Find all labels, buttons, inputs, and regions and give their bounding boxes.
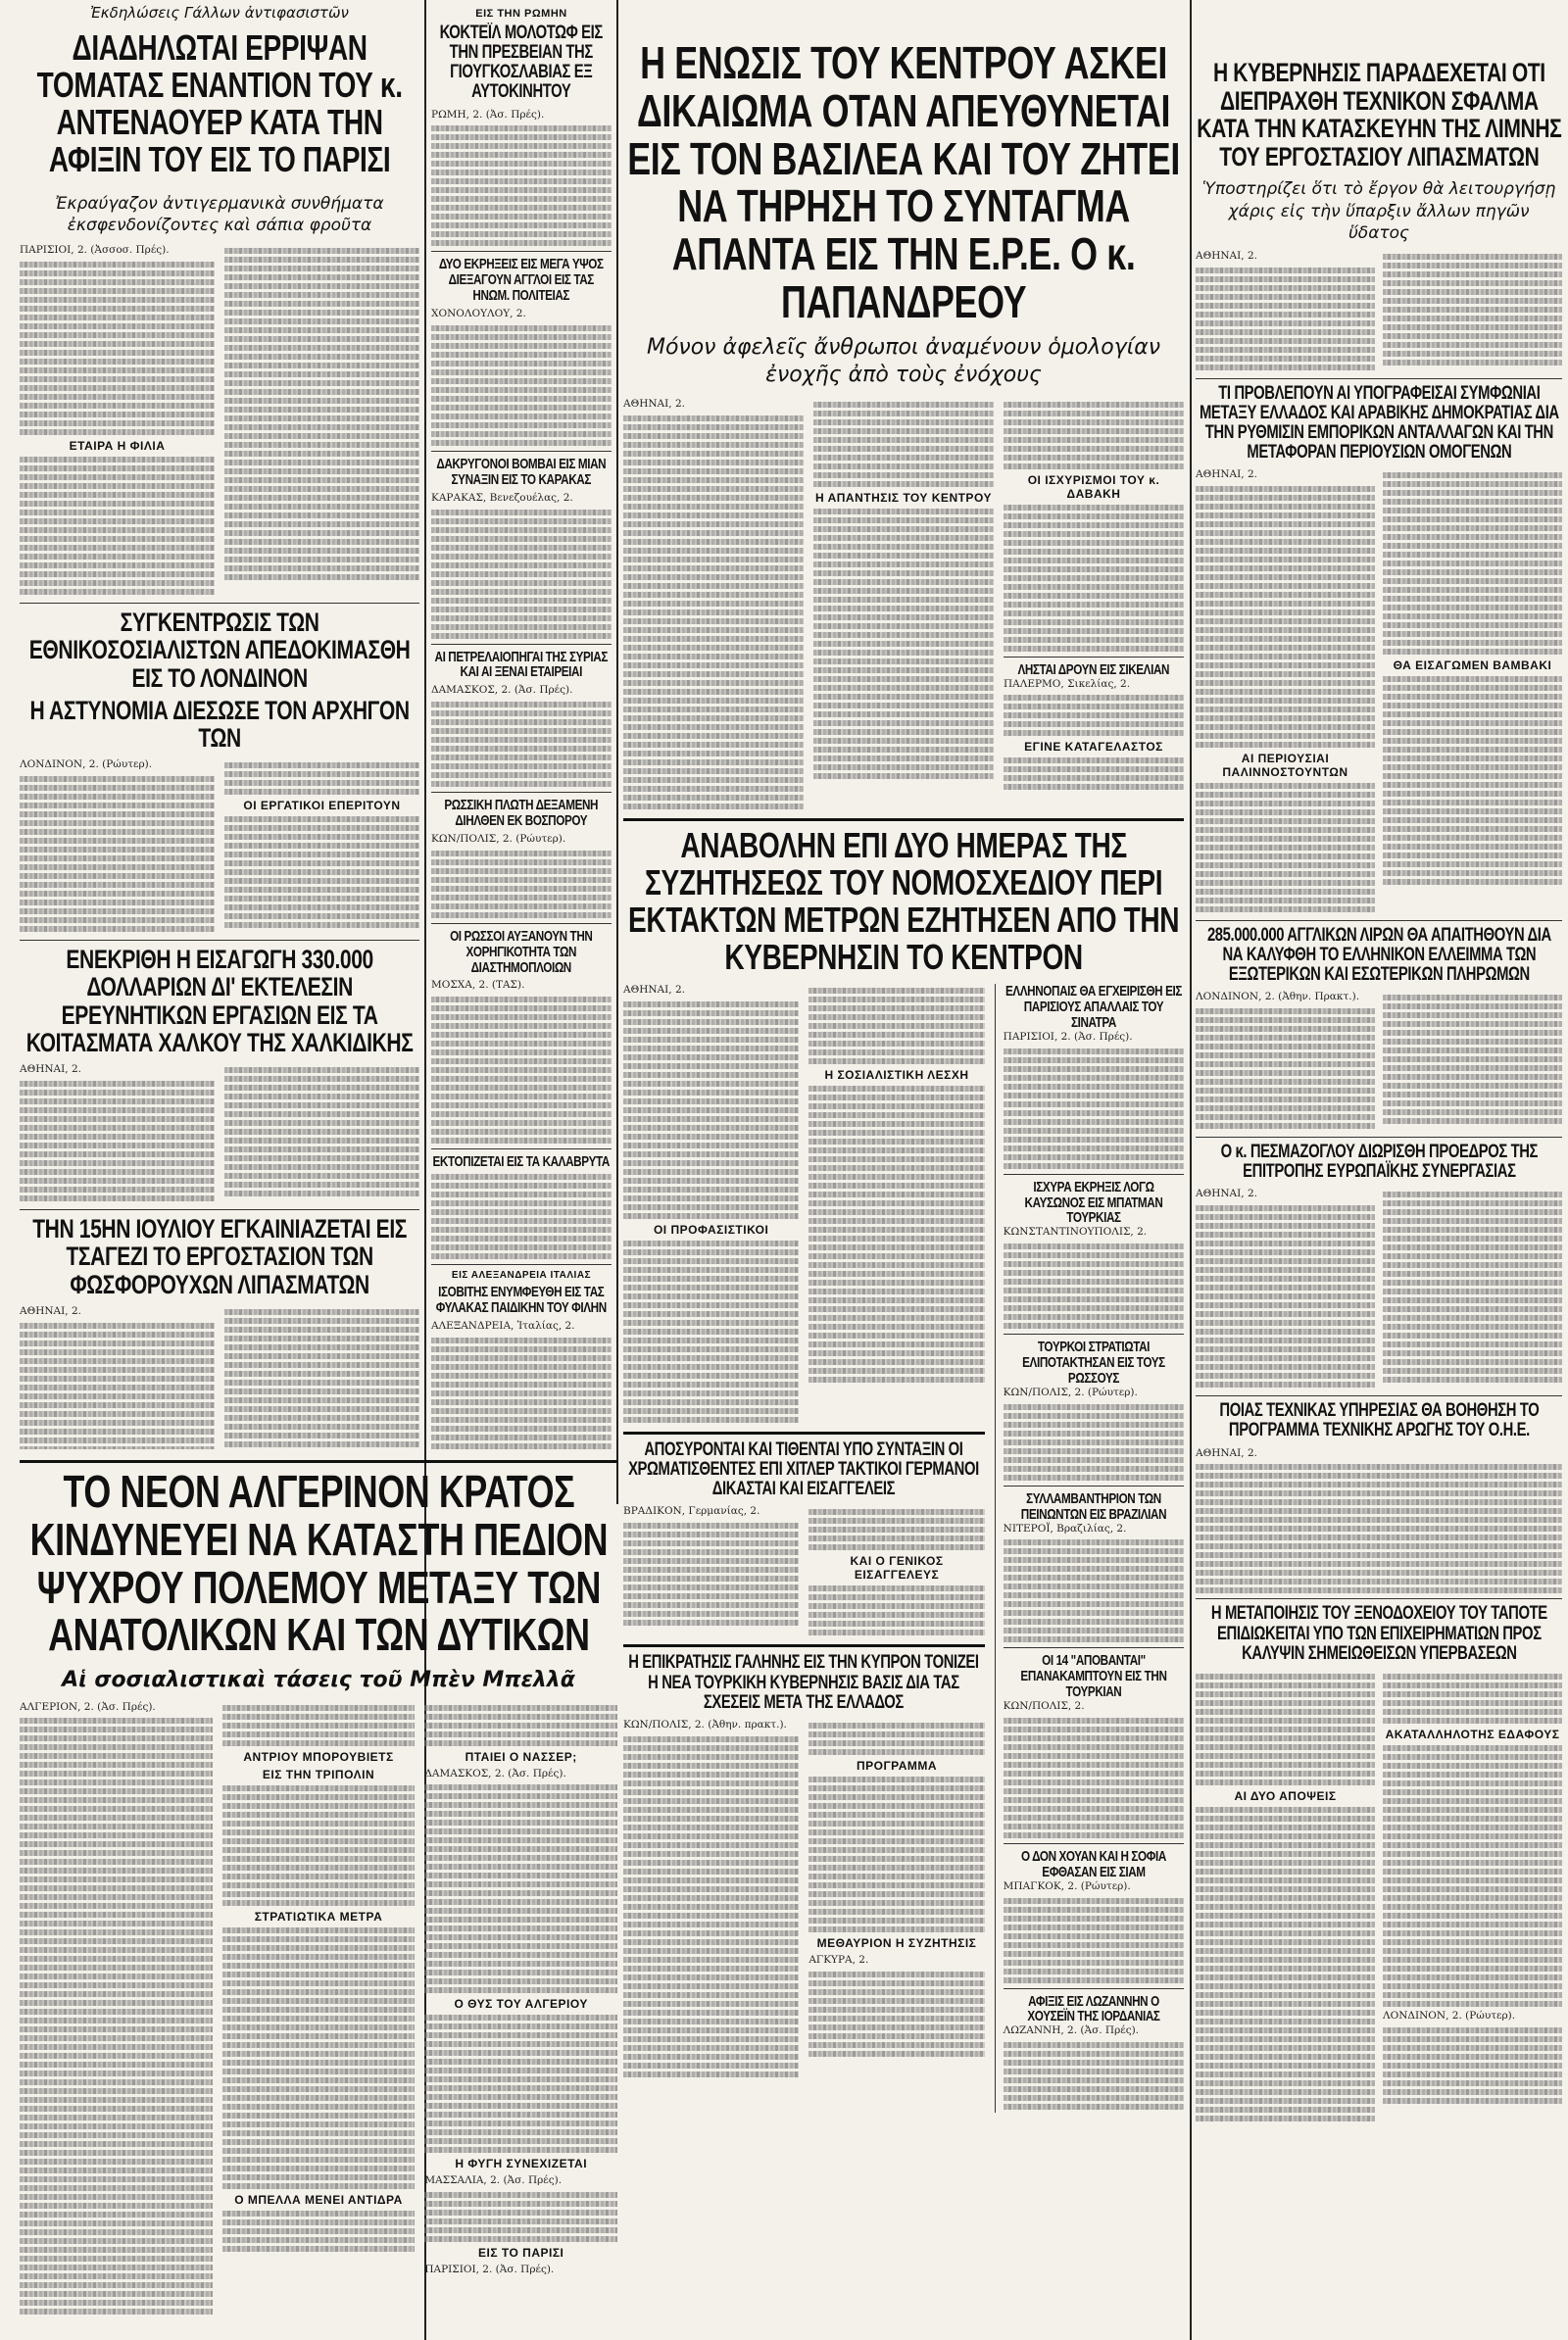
headline: ΠΟΙΑΣ ΤΕΧΝΙΚΑΣ ΥΠΗΡΕΣΙΑΣ ΘΑ ΒΟΗΘΗΣΗ ΤΟ ΠΡΟΓΡΑΜΜΑ ΤΕΧΝΙΚΗΣ ΑΡΩΓΗΣ ΤΟΥ Ο.Η.Ε. — [1219, 1400, 1539, 1441]
headline: ΑΙ ΠΕΤΡΕΛΑΙΟΠΗΓΑΙ ΤΗΣ ΣΥΡΙΑΣ ΚΑΙ ΑΙ ΞΕΝΑΙ ΕΤΑΙΡΕΙΑΙ — [434, 648, 609, 681]
dateline: ΑΘΗΝΑΙ, 2. — [623, 397, 685, 410]
article-text — [1196, 1205, 1375, 1388]
subheading: ΑΙ ΠΕΡΙΟΥΣΙΑΙ ΠΑΛΙΝΝΟΣΤΟΥΝΤΩΝ — [1222, 751, 1348, 779]
column-rule — [616, 0, 618, 1504]
article-text — [808, 1509, 984, 1550]
subheading: ΠΤΑΙΕΙ Ο ΝΑΣΣΕΡ; — [465, 1749, 577, 1764]
headline: ΤΗΝ 15ΗΝ ΙΟΥΛΙΟΥ ΕΓΚΑΙΝΙΑΖΕΤΑΙ ΕΙΣ ΤΣΑΓΕΖΙ ΤΟ ΕΡΓΟΣΤΑΣΙΟΝ ΤΩΝ ΦΩΣΦΟΡΟΥΧΩΝ ΛΙΠΑΣΜΑΤΩΝ — [32, 1213, 407, 1300]
subheading: ΑΚΑΤΑΛΛΗΛΟΤΗΣ ΕΔΑΦΟΥΣ — [1385, 1727, 1560, 1741]
article-text — [20, 1081, 215, 1201]
article-text — [623, 1736, 799, 2077]
dateline: ΠΑΡΙΣΙΟΙ, 2. (Ἀσσοσ. Πρές). — [20, 243, 170, 256]
article-text — [1383, 676, 1562, 885]
headline: ΣΥΛΛΑΜΒΑΝΤΗΡΙΟΝ ΤΩΝ ΠΕΙΝΩΝΤΩΝ ΕΙΣ ΒΡΑΖΙΛΙΑΝ — [1020, 1489, 1167, 1523]
deck: Ἐκραύγαζον ἀντιγερμανικὰ συνθήματα ἐκσφενδονίζοντες καὶ σάπια φροῦτα — [55, 193, 384, 235]
subheading: ΕΙΣ ΤΟ ΠΑΡΙΣΙ — [478, 2246, 564, 2261]
dateline: ΝΙΤΕΡΟΪ, Βραζιλίας, 2. — [1003, 1522, 1127, 1535]
dateline: ΔΑΜΑΣΚΟΣ, 2. (Ἀσ. Πρές). — [424, 1767, 566, 1779]
article-text — [431, 1174, 612, 1259]
headline: ΕΛΛΗΝΟΠΑΙΣ ΘΑ ΕΓΧΕΙΡΙΣΘΗ ΕΙΣ ΠΑΡΙΣΙΟΥΣ ΑΠΑΛΛΑΙΣ ΤΟΥ ΣΙΝΑΤΡΑ — [1004, 983, 1182, 1031]
article-text — [1383, 1192, 1562, 1383]
article-text — [1196, 783, 1375, 912]
dateline: ΚΩΝ/ΠΟΛΙΣ, 2. (Ἀθην. πρακτ.). — [623, 1718, 787, 1731]
col2 — [431, 4, 612, 1449]
subheading: ΕΓΙΝΕ ΚΑΤΑΓΕΛΑΣΤΟΣ — [1024, 740, 1163, 755]
headline: ΤΙ ΠΡΟΒΛΕΠΟΥΝ ΑΙ ΥΠΟΓΡΑΦΕΙΣΑΙ ΣΥΜΦΩΝΙΑΙ ΜΕΤΑΞΥ ΕΛΛΑΔΟΣ ΚΑΙ ΑΡΑΒΙΚΗΣ ΔΗΜΟΚΡΑΤΙΑΣ ΔΙΑ ΤΗΝ ΡΥΘΜΙΣΙΝ ΕΜΠΟΡΙΚΩΝ ΑΝΤΑΛΛΑΓΩΝ ΚΑΙ ΤΗΝ ΜΕΤΑΦΟΡΑΝ ΠΕΡΙΟΥΣΙΩΝ ΟΜΟΓΕΝΩΝ — [1199, 382, 1559, 463]
headline: ΤΟΥΡΚΟΙ ΣΤΡΑΤΙΩΤΑΙ ΕΛΙΠΟΤΑΚΤΗΣΑΝ ΕΙΣ ΤΟΥΣ ΡΩΣΣΟΥΣ — [1022, 1339, 1165, 1388]
headline: Η ΕΠΙΚΡΑΤΗΣΙΣ ΓΑΛΗΝΗΣ ΕΙΣ ΤΗΝ ΚΥΠΡΟΝ ΤΟΝΙΖΕΙ Η ΝΕΑ ΤΟΥΡΚΙΚΗ ΚΥΒΕΡΝΗΣΙΣ ΒΑΣΙΣ ΔΙΑ ΤΑΣ ΣΧΕΣΕΙΣ ΜΕΤΑ ΤΗΣ ΕΛΛΑΔΟΣ — [628, 1652, 980, 1713]
dateline: ΑΘΗΝΑΙ, 2. — [1196, 1446, 1257, 1459]
article-text — [808, 1972, 984, 2057]
article-text — [808, 1086, 984, 1383]
article-text — [1383, 254, 1562, 366]
dateline: ΚΩΝ/ΠΟΛΙΣ, 2. (Ρώυτερ). — [431, 832, 566, 845]
dateline: ΛΟΝΔΙΝΟΝ, 2. (Ἀθην. Πρακτ.). — [1196, 991, 1360, 1003]
article-text — [20, 262, 215, 435]
article-text — [424, 1784, 617, 1993]
article-text — [1383, 1745, 1562, 2007]
article-text — [1196, 1008, 1375, 1129]
kicker: ΕΙΣ ΤΗΝ ΡΩΜΗΝ — [475, 8, 567, 20]
article-text — [431, 997, 612, 1144]
article-text — [1196, 268, 1375, 370]
article-text — [808, 1777, 984, 1932]
subheading: ΣΤΡΑΤΙΩΤΙΚΑ ΜΕΤΡΑ — [254, 1909, 383, 1924]
article-text — [1004, 1243, 1184, 1329]
dateline: ΛΟΝΔΙΝΟΝ, 2. (Ρώυτερ). — [20, 757, 153, 770]
headline: ΙΣΟΒΙΤΗΣ ΕΝΥΜΦΕΥΘΗ ΕΙΣ ΤΑΣ ΦΥΛΑΚΑΣ ΠΑΙΔΙΚΗΝ ΤΟΥ ΦΙΛΗΝ — [435, 1284, 608, 1317]
article-text — [1004, 1404, 1184, 1481]
article-text — [20, 457, 215, 595]
article-text — [1004, 505, 1184, 652]
center — [623, 39, 1184, 2332]
headline: ΑΦΙΞΙΣ ΕΙΣ ΛΩΖΑΝΝΗΝ Ο ΧΟΥΣΕΪΝ ΤΗΣ ΙΟΡΔΑΝΙΑΣ — [1027, 1992, 1160, 2025]
headline: ΔΥΟ ΕΚΡΗΞΕΙΣ ΕΙΣ ΜΕΓΑ ΥΨΟΣ ΔΙΕΞΑΓΟΥΝ ΑΓΓΛΟΙ ΕΙΣ ΤΑΣ ΗΝΩΜ. ΠΟΛΙΤΕΙΑΣ — [439, 256, 604, 305]
article-text — [1004, 757, 1184, 790]
dateline: ΛΩΖΑΝΝΗ, 2. (Ἀσ. Πρές). — [1003, 2024, 1140, 2037]
article-text — [431, 702, 612, 787]
headline: Ο ΔΟΝ ΧΟΥΑΝ ΚΑΙ Η ΣΟΦΙΑ ΕΦΘΑΣΑΝ ΕΙΣ ΣΙΑΜ — [1020, 1847, 1166, 1880]
dateline: ΒΡΑΔΙΚΟΝ, Γερμανίας, 2. — [623, 1505, 760, 1518]
subheading: ΕΤΑΙΡΑ Η ΦΙΛΙΑ — [69, 438, 166, 453]
dateline: ΚΩΝ/ΠΟΛΙΣ, 2. — [1003, 1700, 1085, 1713]
dateline: ΑΓΚΥΡΑ, 2. — [808, 1953, 869, 1966]
subheading: Η ΑΠΑΝΤΗΣΙΣ ΤΟΥ ΚΕΝΤΡΟΥ — [815, 490, 992, 505]
dateline: ΚΩΝ/ΠΟΛΙΣ, 2. (Ρώυτερ). — [1003, 1386, 1138, 1398]
headline: ΡΩΣΣΙΚΗ ΠΛΩΤΗ ΔΕΞΑΜΕΝΗ ΔΙΗΛΘΕΝ ΕΚ ΒΟΣΠΟΡΟΥ — [444, 797, 599, 830]
dateline: ΧΟΝΟΛΟΥΛΟΥ, 2. — [431, 308, 526, 320]
article-text — [1004, 2042, 1184, 2110]
article-text — [222, 1927, 416, 2189]
headline: ΙΣΧΥΡΑ ΕΚΡΗΞΙΣ ΛΟΓΩ ΚΑΥΣΩΝΟΣ ΕΙΣ ΜΠΑΤΜΑΝ ΤΟΥΡΚΙΑΣ — [1024, 1178, 1163, 1227]
headline: ΑΠΟΣΥΡΟΝΤΑΙ ΚΑΙ ΤΙΘΕΝΤΑΙ ΥΠΟ ΣΥΝΤΑΞΙΝ ΟΙ ΧΡΩΜΑΤΙΣΘΕΝΤΕΣ ΕΠΙ ΧΙΤΛΕΡ ΤΑΚΤΙΚΟΙ ΓΕΡΜΑΝΟΙ ΔΙΚΑΣΤΑΙ ΚΑΙ ΕΙΣΑΓΓΕΛΕΙΣ — [628, 1439, 980, 1500]
headline: ΚΟΚΤΕΪΛ ΜΟΛΟΤΩΦ ΕΙΣ ΤΗΝ ΠΡΕΣΒΕΙΑΝ ΤΗΣ ΓΙΟΥΓΚΟΣΛΑΒΙΑΣ ΕΞ ΑΥΤΟΚΙΝΗΤΟΥ — [439, 23, 604, 103]
dateline: ΑΘΗΝΑΙ, 2. — [623, 984, 685, 997]
article-text — [1383, 995, 1562, 1124]
article-text — [813, 509, 994, 779]
article-text — [808, 1585, 984, 1635]
article-text — [1196, 486, 1375, 748]
article-text — [222, 2211, 416, 2252]
headline: Η ΑΣΤΥΝΟΜΙΑ ΔΙΕΣΩΣΕ ΤΟΝ ΑΡΧΗΓΟΝ ΤΩΝ — [29, 695, 410, 754]
col1 — [20, 4, 419, 1449]
article-text — [1004, 1718, 1184, 1838]
headline: ΕΝΕΚΡΙΘΗ Η ΕΙΣΑΓΩΓΗ 330.000 ΔΟΛΛΑΡΙΩΝ ΔΙ' ΕΚΤΕΛΕΣΙΝ ΕΡΕΥΝΗΤΙΚΩΝ ΕΡΓΑΣΙΩΝ ΕΙΣ ΤΑ ΚΟΙΤΑΣΜΑΤΑ ΧΑΛΚΟΥ ΤΗΣ ΧΑΛΚΙΔΙΚΗΣ — [25, 944, 414, 1058]
article-text — [431, 851, 612, 918]
kicker: Ἐκδηλώσεις Γάλλων ἀντιφασιστῶν — [90, 4, 349, 22]
article-text — [20, 776, 215, 932]
article-text — [1004, 1048, 1184, 1169]
dateline: ΑΛΕΞΑΝΔΡΕΙΑ, Ἰταλίας, 2. — [431, 1320, 575, 1333]
dateline: ΠΑΡΙΣΙΟΙ, 2. (Ἀσ. Πρές). — [424, 2264, 555, 2276]
headline: Ο κ. ΠΕΣΜΑΖΟΓΛΟΥ ΔΙΩΡΙΣΘΗ ΠΡΟΕΔΡΟΣ ΤΗΣ ΕΠΙΤΡΟΠΗΣ ΕΥΡΩΠΑΪΚΗΣ ΣΥΝΕΡΓΑΣΙΑΣ — [1220, 1142, 1538, 1183]
article-text — [431, 325, 612, 446]
article-text — [623, 415, 804, 809]
article-text — [224, 1067, 419, 1196]
article-text — [1004, 1898, 1184, 1983]
headline: Η ΜΕΤΑΠΟΙΗΣΙΣ ΤΟΥ ΞΕΝΟΔΟΧΕΙΟΥ ΤΟΥ ΤΑΠΟΤΕ ΕΠΙΔΙΩΚΕΙΤΑΙ ΥΠΟ ΤΩΝ ΕΠΙΧΕΙΡΗΜΑΤΙΩΝ ΠΡΟΣ ΚΑΛΥΨΙΝ ΣΗΜΕΙΩΘΕΙΣΩΝ ΥΠΕΡΒΑΣΕΩΝ — [1210, 1603, 1547, 1664]
dateline: ΠΑΡΙΣΙΟΙ, 2. (Ἀσ. Πρές). — [1003, 1030, 1133, 1043]
headline: Η ΕΝΩΣΙΣ ΤΟΥ ΚΕΝΤΡΟΥ ΑΣΚΕΙ ΔΙΚΑΙΩΜΑ ΟΤΑΝ ΑΠΕΥΘΥΝΕΤΑΙ ΕΙΣ ΤΟΝ ΒΑΣΙΛΕΑ ΚΑΙ ΤΟΥ ΖΗΤΕΙ ΝΑ ΤΗΡΗΣΗ ΤΟ ΣΥΝΤΑΓΜΑ ΑΠΑΝΤΑ ΕΙΣ ΤΗΝ Ε.Ρ.Ε. Ο κ. ΠΑΠΑΝΔΡΕΟΥ — [627, 39, 1180, 327]
article-text — [623, 1523, 799, 1626]
article-text — [224, 816, 419, 928]
article-text — [1383, 1674, 1562, 1724]
article-text — [1004, 402, 1184, 469]
article-text — [20, 1323, 215, 1449]
headline: ΟΙ ΡΩΣΣΟΙ ΑΥΞΑΝΟΥΝ ΤΗΝ ΧΟΡΗΓΙΚΟΤΗΤΑ ΤΩΝ ΔΙΑΣΤΗΜΟΠΛΟΙΩΝ — [450, 927, 593, 976]
article-text — [1004, 695, 1184, 736]
article-text — [20, 1718, 213, 2315]
article-text — [813, 402, 994, 487]
subheading: Ο ΘΥΣ ΤΟΥ ΑΛΓΕΡΙΟΥ — [454, 1997, 588, 2012]
subheading: ΟΙ ΙΣΧΥΡΙΣΜΟΙ ΤΟΥ κ. ΔΑΒΑΚΗ — [1027, 472, 1160, 501]
subheading: ΟΙ ΠΡΟΦΑΣΙΣΤΙΚΟΙ — [653, 1223, 769, 1238]
article-text — [222, 1705, 416, 1746]
subheading: ΕΙΣ ΤΗΝ ΤΡΙΠΟΛΙΝ — [262, 1767, 375, 1781]
article-text — [431, 510, 612, 639]
article-text — [808, 1723, 984, 1755]
subheading: ΚΑΙ Ο ΓΕΝΙΚΟΣ ΕΙΣΑΓΓΕΛΕΥΣ — [850, 1554, 944, 1583]
subheading: ΜΕΘΑΥΡΙΟΝ Η ΣΥΖΗΤΗΣΙΣ — [816, 1935, 977, 1950]
dateline: ΑΘΗΝΑΙ, 2. — [1196, 468, 1257, 481]
dateline: ΑΛΓΕΡΙΟΝ, 2. (Ἀσ. Πρές). — [20, 1700, 156, 1713]
article-text — [623, 1001, 799, 1219]
dateline: ΔΑΜΑΣΚΟΣ, 2. (Ἀσ. Πρές). — [431, 684, 573, 697]
headline: ΤΟ ΝΕΟΝ ΑΛΓΕΡΙΝΟΝ ΚΡΑΤΟΣ ΚΙΝΔΥΝΕΥΕΙ ΝΑ ΚΑΤΑΣΤΗ ΠΕΔΙΟΝ ΨΥΧΡΟΥ ΠΟΛΕΜΟΥ ΜΕΤΑΞΥ ΤΩΝ ΑΝΑΤΟΛΙΚΩΝ ΚΑΙ ΤΩΝ ΔΥΤΙΚΩΝ — [29, 1468, 608, 1661]
dateline: ΚΑΡΑΚΑΣ, Βενεζουέλας, 2. — [431, 491, 573, 504]
subheading: ΟΙ ΕΡΓΑΤΙΚΟΙ ΕΠΕΡΙΤΟΥΝ — [243, 798, 401, 812]
dateline: ΑΘΗΝΑΙ, 2. — [1196, 1188, 1257, 1200]
headline: ΟΙ 14 "ΑΠΟΒΑΝΤΑΙ" ΕΠΑΝΑΚΑΜΠΤΟΥΝ ΕΙΣ ΤΗΝ ΤΟΥΡΚΙΑΝ — [1020, 1652, 1167, 1701]
article-text — [1196, 1674, 1375, 1785]
subheading: Η ΣΟΣΙΑΛΙΣΤΙΚΗ ΛΕΣΧΗ — [824, 1068, 969, 1083]
article-text — [1383, 472, 1562, 655]
article-text — [224, 248, 419, 580]
article-text — [224, 1309, 419, 1449]
dateline: ΑΘΗΝΑΙ, 2. — [20, 1304, 81, 1317]
dateline: ΑΘΗΝΑΙ, 2. — [1196, 249, 1257, 262]
article-text — [431, 1338, 612, 1449]
article-text — [1383, 2027, 1562, 2104]
article-text — [623, 1241, 799, 1423]
headline: ΕΚΤΟΠΙΖΕΤΑΙ ΕΙΣ ΤΑ ΚΑΛΑΒΡΥΤΑ — [432, 1153, 611, 1171]
article-text — [1196, 1807, 1375, 2121]
dateline: ΜΑΣΣΑΛΙΑ, 2. (Ἀσ. Πρές). — [424, 2174, 563, 2187]
headline: ΛΗΣΤΑΙ ΔΡΟΥΝ ΕΙΣ ΣΙΚΕΛΙΑΝ — [1017, 660, 1170, 678]
article-text — [222, 1785, 416, 1906]
deck: Ὑποστηρίζει ὅτι τὸ ἔργον θὰ λειτουργήσῃ χάρις εἰς τὴν ὕπαρξιν ἄλλων πηγῶν ὕδατος — [1201, 179, 1556, 243]
dateline: ΠΑΛΕΡΜΟ, Σικελίας, 2. — [1004, 677, 1131, 690]
article-text — [1004, 1539, 1184, 1642]
article-text — [224, 762, 419, 795]
deck: Μόνον ἀφελεῖς ἄνθρωποι ἀναμένουν ὁμολογίαν ἐνοχῆς ἀπὸ τοὺς ἐνόχους — [646, 334, 1160, 388]
dateline: ΚΩΝΣΤΑΝΤΙΝΟΥΠΟΛΙΣ, 2. — [1003, 1226, 1148, 1239]
article-text — [424, 2192, 617, 2242]
bottom-left — [20, 1468, 617, 2332]
article-text — [424, 1705, 617, 1746]
dateline: ΛΟΝΔΙΝΟΝ, 2. (Ρώυτερ). — [1383, 2009, 1516, 2022]
article-text — [424, 2015, 617, 2153]
dateline: ΜΟΣΧΑ, 2. (ΤΑΣ). — [431, 979, 525, 992]
article-text — [1196, 1464, 1562, 1593]
subheading: ΑΝΤΡΙΟΥ ΜΠΟΡΟΥΒΙΕΤΣ — [243, 1749, 394, 1764]
headline: Η ΚΥΒΕΡΝΗΣΙΣ ΠΑΡΑΔΕΧΕΤΑΙ ΟΤΙ ΔΙΕΠΡΑΧΘΗ ΤΕΧΝΙΚΟΝ ΣΦΑΛΜΑ ΚΑΤΑ ΤΗΝ ΚΑΤΑΣΚΕΥΗΝ ΤΗΣ ΛΙΜΝΗΣ ΤΟΥ ΕΡΓΟΣΤΑΣΙΟΥ ΛΙΠΑΣΜΑΤΩΝ — [1196, 59, 1562, 171]
headline: 285.000.000 ΑΓΓΛΙΚΩΝ ΛΙΡΩΝ ΘΑ ΑΠΑΙΤΗΘΟΥΝ ΔΙΑ ΝΑ ΚΑΛΥΦΘΗ ΤΟ ΕΛΛΗΝΙΚΟΝ ΕΛΛΕΙΜΜΑ ΤΩΝ ΕΞΩΤΕΡΙΚΩΝ ΚΑΙ ΕΣΩΤΕΡΙΚΩΝ ΠΛΗΡΩΜΩΝ — [1206, 924, 1551, 986]
dateline: ΑΘΗΝΑΙ, 2. — [20, 1063, 81, 1076]
kicker: ΕΙΣ ΑΛΕΞΑΝΔΡΕΙΑ ΙΤΑΛΙΑΣ — [451, 1270, 592, 1282]
dateline: ΡΩΜΗ, 2. (Ἀσ. Πρές). — [431, 108, 545, 121]
subheading: ΘΑ ΕΙΣΑΓΩΜΕΝ ΒΑΜΒΑΚΙ — [1393, 658, 1552, 673]
article-text — [808, 988, 984, 1064]
col5 — [1196, 59, 1562, 2332]
subheading: Η ΦΥΓΗ ΣΥΝΕΧΙΖΕΤΑΙ — [455, 2157, 588, 2171]
headline: ΣΥΓΚΕΝΤΡΩΣΙΣ ΤΩΝ ΕΘΝΙΚΟΣΟΣΙΑΛΙΣΤΩΝ ΑΠΕΔΟΚΙΜΑΣΘΗ ΕΙΣ ΤΟ ΛΟΝΔΙΝΟΝ — [28, 607, 411, 693]
headline: ΔΑΚΡΥΓΟΝΟΙ ΒΟΜΒΑΙ ΕΙΣ ΜΙΑΝ ΣΥΝΑΞΙΝ ΕΙΣ ΤΟ ΚΑΡΑΚΑΣ — [436, 455, 607, 488]
headline: ΔΙΑΔΗΛΩΤΑΙ ΕΡΡΙΨΑΝ ΤΟΜΑΤΑΣ ΕΝΑΝΤΙΟΝ ΤΟΥ κ. ΑΝΤΕΝΑΟΥΕΡ ΚΑΤΑ ΤΗΝ ΑΦΙΞΙΝ ΤΟΥ ΕΙΣ ΤΟ ΠΑΡΙΣΙ — [36, 27, 403, 180]
subheading: ΠΡΟΓΡΑΜΜΑ — [856, 1758, 938, 1773]
subheading: Ο ΜΠΕΛΛΑ ΜΕΝΕΙ ΑΝΤΙΔΡΑ — [234, 2192, 403, 2207]
column-rule — [1190, 0, 1192, 2340]
article-text — [431, 125, 612, 246]
deck: Αἱ σοσιαλιστικαὶ τάσεις τοῦ Μπὲν Μπελλᾶ — [62, 1668, 575, 1692]
headline: ΑΝΑΒΟΛΗΝ ΕΠΙ ΔΥΟ ΗΜΕΡΑΣ ΤΗΣ ΣΥΖΗΤΗΣΕΩΣ ΤΟΥ ΝΟΜΟΣΧΕΔΙΟΥ ΠΕΡΙ ΕΚΤΑΚΤΩΝ ΜΕΤΡΩΝ ΕΖΗΤΗΣΕΝ ΑΠΟ ΤΗΝ ΚΥΒΕΡΝΗΣΙΝ ΤΟ ΚΕΝΤΡΟΝ — [627, 824, 1180, 978]
dateline: ΜΠΑΓΚΟΚ, 2. (Ρώυτερ). — [1003, 1879, 1131, 1892]
subheading: ΑΙ ΔΥΟ ΑΠΟΨΕΙΣ — [1234, 1788, 1337, 1803]
